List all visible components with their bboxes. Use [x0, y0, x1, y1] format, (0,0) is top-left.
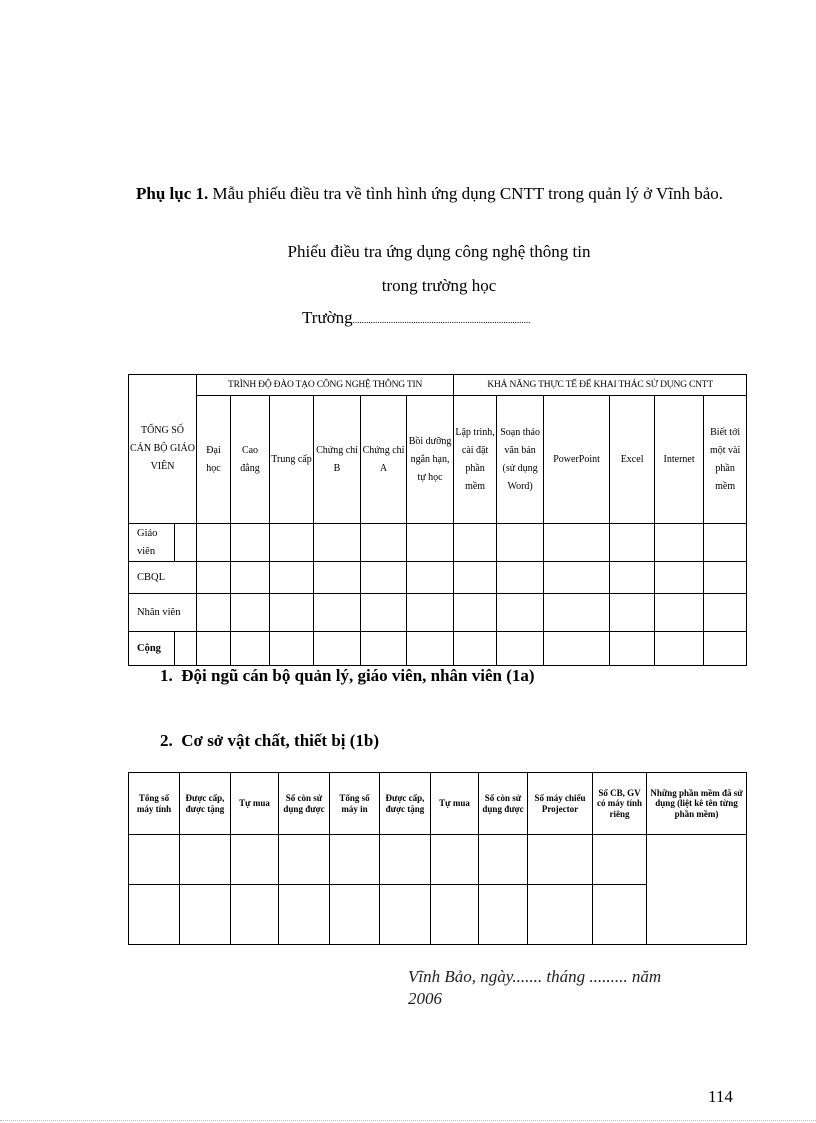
table-cell[interactable] [479, 885, 528, 945]
table-cell[interactable] [454, 524, 497, 562]
page-number: 114 [708, 1087, 733, 1106]
table-cell[interactable] [528, 885, 593, 945]
section-1-number: 1. [160, 666, 173, 685]
table-cell[interactable] [544, 524, 610, 562]
table-cell[interactable] [330, 835, 380, 885]
form-title-line1: Phiếu điều tra ứng dụng công nghệ thông tin [287, 242, 591, 261]
form-title-line2: trong trường học [381, 276, 497, 295]
table-cell[interactable] [497, 594, 544, 632]
table-cell[interactable] [361, 562, 407, 594]
col-con-su-dung-may-tinh: Số còn sử dụng được [279, 773, 330, 835]
row-label-giao-vien: Giáo viên [129, 524, 175, 562]
table-cell[interactable] [175, 524, 197, 562]
col-trung-cap: Trung cấp [270, 396, 314, 524]
col-con-su-dung-may-in: Số còn sử dụng được [479, 773, 528, 835]
table-cell[interactable] [454, 562, 497, 594]
table-cell[interactable] [175, 632, 197, 666]
table-cell[interactable] [314, 524, 361, 562]
signature-year: 2006 [408, 989, 442, 1008]
table-cell[interactable] [231, 524, 270, 562]
table-cell[interactable] [544, 632, 610, 666]
table-cell[interactable] [407, 524, 454, 562]
table-cell[interactable] [314, 594, 361, 632]
table-cell[interactable] [380, 885, 431, 945]
table-cell[interactable] [231, 835, 279, 885]
table-cell[interactable] [279, 835, 330, 885]
table-cell[interactable] [270, 632, 314, 666]
col-phan-mem: Những phần mềm đã sử dụng (liệt kê tên từng phần mềm) [647, 773, 747, 835]
intro-paragraph [136, 178, 742, 210]
table-cell[interactable] [497, 524, 544, 562]
col-biet-phan-mem: Biết tới một vài phần mềm [704, 396, 747, 524]
table-cell[interactable] [380, 835, 431, 885]
table-cell[interactable] [593, 835, 647, 885]
staff-table [128, 374, 747, 666]
table-cell[interactable] [704, 632, 747, 666]
training-group-header: TRÌNH ĐỘ ĐÀO TẠO CÔNG NGHỆ THÔNG TIN [197, 375, 454, 396]
table-cell[interactable] [361, 632, 407, 666]
col-boi-duong: Bồi dưỡng ngắn hạn, tự học [407, 396, 454, 524]
signature-date-line: Vĩnh Bảo, ngày....... tháng ......... năm [408, 967, 662, 986]
table-cell[interactable] [407, 562, 454, 594]
table-cell[interactable] [270, 562, 314, 594]
table-cell[interactable] [544, 562, 610, 594]
table-cell[interactable] [610, 562, 655, 594]
col-duoc-cap-may-in: Được cấp, được tặng [380, 773, 431, 835]
table-cell[interactable] [270, 594, 314, 632]
signature-block [408, 966, 738, 1010]
table-cell[interactable] [610, 594, 655, 632]
table-cell[interactable] [544, 594, 610, 632]
table-cell[interactable] [479, 835, 528, 885]
col-powerpoint: PowerPoint [544, 396, 610, 524]
table-cell[interactable] [129, 835, 180, 885]
table-cell[interactable] [407, 632, 454, 666]
table-cell[interactable] [197, 594, 231, 632]
col-chung-chi-a: Chứng chỉ A [361, 396, 407, 524]
table-cell[interactable] [655, 562, 704, 594]
table-cell[interactable] [129, 885, 180, 945]
table-cell[interactable] [610, 524, 655, 562]
col-tong-so-may-tinh: Tổng số máy tính [129, 773, 180, 835]
table-row [129, 835, 747, 885]
table-row [129, 562, 747, 594]
table-cell[interactable] [180, 835, 231, 885]
col-duoc-cap-may-tinh: Được cấp, được tặng [180, 773, 231, 835]
col-tong-so-may-in: Tổng số máy in [330, 773, 380, 835]
table-row [129, 524, 747, 562]
appendix-text: Mẫu phiếu điều tra về tình hình ứng dụng CNTT trong quản lý ở Vĩnh bảo. [208, 184, 724, 203]
table-cell[interactable] [454, 594, 497, 632]
table-cell[interactable] [655, 594, 704, 632]
table-cell[interactable] [655, 632, 704, 666]
table-row [129, 632, 747, 666]
table-cell[interactable] [361, 594, 407, 632]
table-cell[interactable] [528, 835, 593, 885]
col-chung-chi-b: Chứng chỉ B [314, 396, 361, 524]
software-cell[interactable] [647, 835, 747, 945]
table-cell[interactable] [231, 562, 270, 594]
row-label-cbql: CBQL [129, 562, 197, 594]
col-cao-dang: Cao đẳng [231, 396, 270, 524]
col-lap-trinh: Lập trình, cài đặt phần mềm [454, 396, 497, 524]
table-cell[interactable] [497, 632, 544, 666]
col-soan-thao: Soạn thảo văn bản (sử dụng Word) [497, 396, 544, 524]
school-line [302, 308, 530, 328]
row-label-nhan-vien: Nhân viên [129, 594, 197, 632]
table-cell[interactable] [279, 885, 330, 945]
table-cell[interactable] [231, 885, 279, 945]
section-2-title: Cơ sở vật chất, thiết bị (1b) [181, 731, 380, 750]
table-cell[interactable] [180, 885, 231, 945]
table-row [129, 594, 747, 632]
table-cell[interactable] [454, 632, 497, 666]
table-cell[interactable] [593, 885, 647, 945]
table-cell[interactable] [314, 562, 361, 594]
total-staff-header: TỔNG SỐ CÁN BỘ GIÁO VIÊN [129, 375, 197, 524]
row-label-cong: Cộng [129, 632, 175, 666]
table-cell[interactable] [431, 885, 479, 945]
table-cell[interactable] [704, 524, 747, 562]
page-bottom-rule [0, 1120, 816, 1121]
table-cell[interactable] [610, 632, 655, 666]
table-cell[interactable] [270, 524, 314, 562]
table-cell[interactable] [431, 835, 479, 885]
table-cell[interactable] [231, 632, 270, 666]
table-cell[interactable] [704, 562, 747, 594]
section-1-heading [160, 666, 535, 686]
school-blank: ............................................................................... [352, 315, 531, 325]
section-2-number: 2. [160, 731, 173, 750]
col-dai-hoc: Đại học [197, 396, 231, 524]
table-cell[interactable] [197, 632, 231, 666]
col-internet: Internet [655, 396, 704, 524]
appendix-label: Phụ lục 1. [136, 184, 209, 203]
table-cell[interactable] [231, 594, 270, 632]
school-label: Trường [302, 308, 353, 327]
table-cell[interactable] [655, 524, 704, 562]
col-may-chieu: Số máy chiếu Projector [528, 773, 593, 835]
col-tu-mua-may-in: Tự mua [431, 773, 479, 835]
equipment-table [128, 772, 747, 945]
section-1-title: Đội ngũ cán bộ quản lý, giáo viên, nhân viên (1a) [181, 666, 535, 685]
table-cell[interactable] [197, 524, 231, 562]
table-cell[interactable] [361, 524, 407, 562]
table-cell[interactable] [407, 594, 454, 632]
table-cell[interactable] [314, 632, 361, 666]
col-tu-mua-may-tinh: Tự mua [231, 773, 279, 835]
table-cell[interactable] [704, 594, 747, 632]
col-cb-gv-may-rieng: Số CB, GV có máy tính riêng [593, 773, 647, 835]
table-cell[interactable] [330, 885, 380, 945]
col-excel: Excel [610, 396, 655, 524]
table-cell[interactable] [497, 562, 544, 594]
table-cell[interactable] [197, 562, 231, 594]
ability-group-header: KHẢ NĂNG THỰC TẾ ĐỂ KHAI THÁC SỬ DỤNG CNTT [454, 375, 747, 396]
section-2-heading [160, 731, 379, 751]
